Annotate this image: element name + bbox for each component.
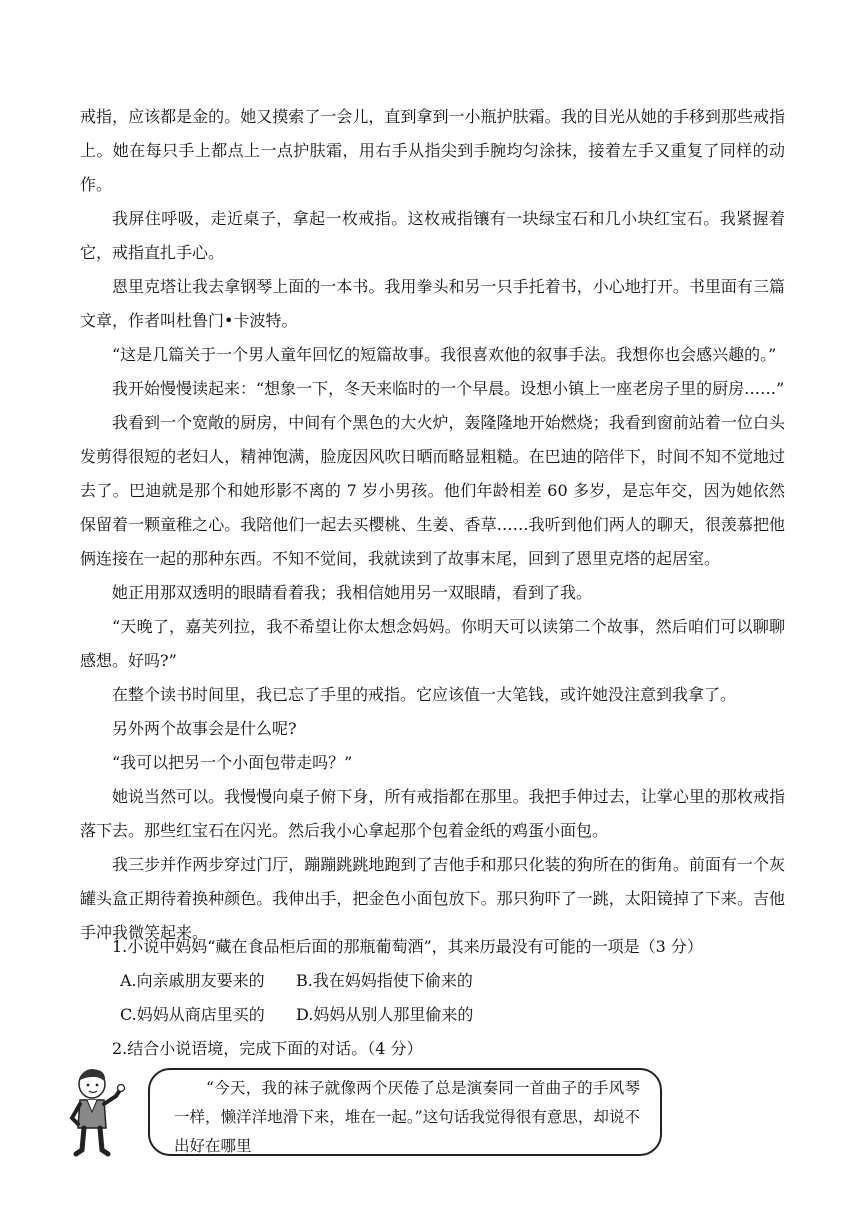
story-paragraph: “这是几篇关于一个男人童年回忆的短篇故事。我很喜欢他的叙事手法。我想你也会感兴趣的。” [112,345,777,364]
story-paragraph: 我开始慢慢读起来：“想象一下，冬天来临时的一个早晨。设想小镇上一座老房子里的厨房……” [112,379,785,398]
question-1 [80,930,785,1066]
story-paragraph: “天晚了，嘉芙列拉，我不希望让你太想念妈妈。你明天可以读第二个故事，然后咱们可以聊聊感想。好吗?” [80,617,785,670]
story-paragraph: “我可以把另一个小面包带走吗？” [112,753,353,772]
option-c: C.妈妈从商店里买的 [120,1005,265,1024]
question-1-stem: 1.小说中妈妈“藏在食品柜后面的那瓶葡萄酒”，其来历最没有可能的一项是（3 分） [112,937,703,956]
dialog-area [58,1062,678,1162]
story-paragraph: 恩里克塔让我去拿钢琴上面的一本书。我用拳头和另一只手托着书，小心地打开。书里面有三篇文章，作者叫杜鲁门•卡波特。 [80,277,785,330]
option-b: B.我在妈妈指使下偷来的 [296,971,473,990]
student-illustration [58,1062,138,1162]
story-paragraph: 她说当然可以。我慢慢向桌子俯下身，所有戒指都在那里。我把手伸过去，让掌心里的那枚戒指落下去。那些红宝石在闪光。然后我小心拿起那个包着金纸的鸡蛋小面包。 [80,787,785,840]
story-text [80,100,785,950]
speech-bubble-text: “今天，我的袜子就像两个厌倦了总是演奏同一首曲子的手风琴一样，懒洋洋地滑下来，堆在一起。”这句话我觉得很有意思，却说不出好在哪里 [174,1079,640,1155]
option-a: A.向亲戚朋友要来的 [120,971,265,990]
story-paragraph: 我屏住呼吸，走近桌子，拿起一枚戒指。这枚戒指镶有一块绿宝石和几小块红宝石。我紧握着它，戒指直扎手心。 [80,209,785,262]
story-paragraph: 另外两个故事会是什么呢? [112,719,297,738]
question-2-stem: 2.结合小说语境，完成下面的对话。（4 分） [112,1039,423,1058]
speech-bubble [148,1068,662,1156]
story-paragraph: 我看到一个宽敞的厨房，中间有个黑色的大火炉，轰隆隆地开始燃烧；我看到窗前站着一位白头发剪得很短的老妇人，精神饱满，脸庞因风吹日晒而略显粗糙。在巴迪的陪伴下，时间不知不觉地过去了。巴迪就是那个和她形影不离的 7 岁小男孩。他们年龄相差 60 多岁，是忘年交，因为她依然保留着一颗童稚之心。我陪他们一起去买樱桃、生姜、香草……我听到他们两人的聊天，很羡慕把他俩连接在一起的那种东西。不知不觉间，我就读到了故事末尾，回到了恩里克塔的起居室。 [80,413,785,568]
story-paragraph: 她正用那双透明的眼睛看着我；我相信她用另一双眼睛，看到了我。 [112,583,593,602]
story-paragraph: 戒指，应该都是金的。她又摸索了一会儿，直到拿到一小瓶护肤霜。我的目光从她的手移到那些戒指上。她在每只手上都点上一点护肤霜，用右手从指尖到手腕均匀涂抹，接着左手又重复了同样的动作。 [80,107,785,194]
question-1-options-row-1 [80,964,785,998]
story-paragraph: 我三步并作两步穿过门厅，蹦蹦跳跳地跑到了吉他手和那只化装的狗所在的街角。前面有一个灰罐头盒正期待着换种颜色。我伸出手，把金色小面包放下。那只狗吓了一跳，太阳镜掉了下来。吉他手冲我微笑起来。 [80,855,785,942]
option-d: D.妈妈从别人那里偷来的 [296,1005,474,1024]
question-1-options-row-2 [80,998,785,1032]
story-paragraph: 在整个读书时间里，我已忘了手里的戒指。它应该值一大笔钱，或许她没注意到我拿了。 [112,685,737,704]
